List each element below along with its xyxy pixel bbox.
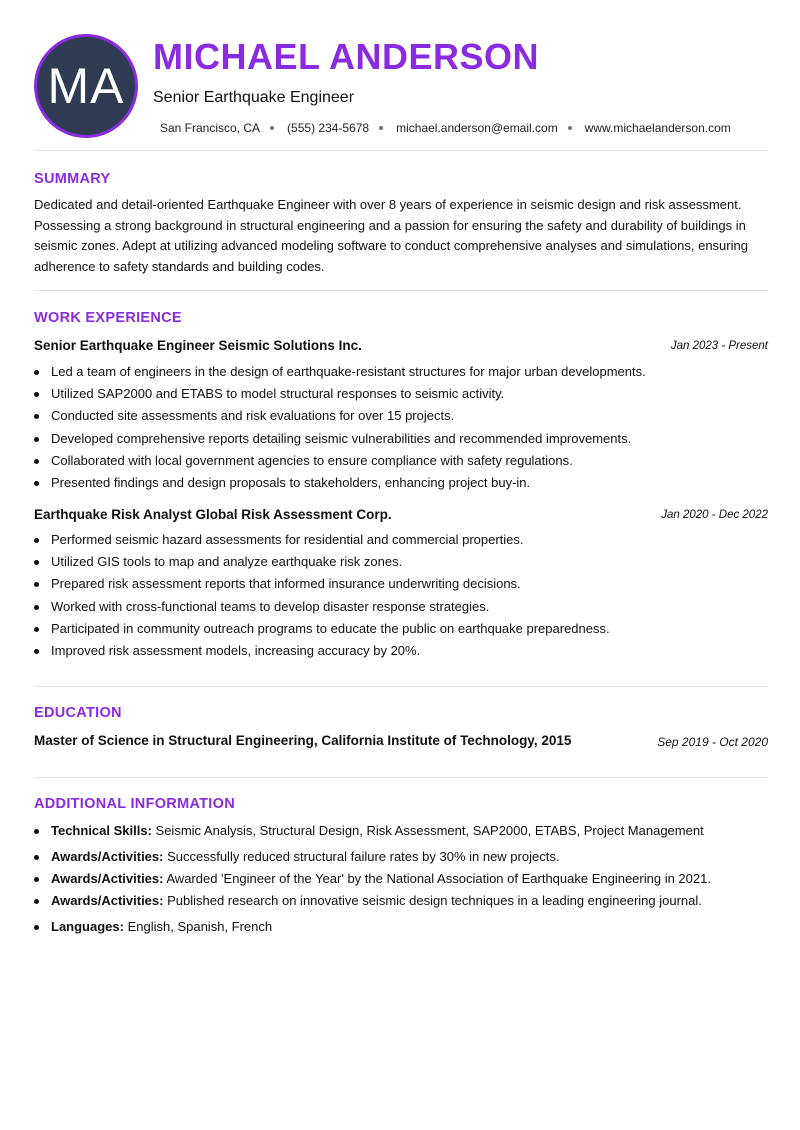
info-label: Technical Skills:	[51, 823, 152, 838]
candidate-name: MICHAEL ANDERSON	[153, 36, 540, 77]
section-heading-summary: SUMMARY	[34, 171, 111, 187]
list-item	[51, 890, 768, 912]
list-item: Participated in community outreach programs to educate the public on earthquake preparedness.	[51, 618, 768, 640]
job-dates: Jan 2020 - Dec 2022	[661, 509, 768, 521]
bullet-separator-icon	[379, 126, 383, 130]
divider	[34, 150, 768, 151]
list-item	[51, 916, 768, 938]
list-item	[51, 820, 768, 842]
contact-line	[160, 121, 731, 135]
job-role: Senior Earthquake Engineer Seismic Solutions Inc.	[34, 338, 362, 353]
contact-email[interactable]: michael.anderson@email.com	[396, 121, 558, 135]
contact-location: San Francisco, CA	[160, 121, 261, 135]
bullet-separator-icon	[568, 126, 572, 130]
divider	[34, 777, 768, 778]
info-label: Awards/Activities:	[51, 849, 164, 864]
additional-info-list	[51, 820, 768, 938]
job-header	[34, 338, 768, 356]
list-item: Utilized SAP2000 and ETABS to model structural responses to seismic activity.	[51, 383, 768, 405]
education-entry	[34, 733, 768, 751]
info-value: Seismic Analysis, Structural Design, Risk Assessment, SAP2000, ETABS, Project Management	[151, 823, 704, 838]
list-item: Improved risk assessment models, increasing accuracy by 20%.	[51, 640, 768, 662]
job-role: Earthquake Risk Analyst Global Risk Assessment Corp.	[34, 507, 392, 522]
info-value: Awarded 'Engineer of the Year' by the National Association of Earthquake Engineering in 2021.	[163, 871, 711, 886]
section-heading-experience: WORK EXPERIENCE	[34, 310, 182, 326]
list-item: Presented findings and design proposals to stakeholders, enhancing project buy-in.	[51, 472, 768, 494]
info-label: Languages:	[51, 919, 124, 934]
contact-website[interactable]: www.michaelanderson.com	[584, 121, 731, 135]
list-item: Developed comprehensive reports detailing seismic vulnerabilities and recommended improvements.	[51, 428, 768, 450]
divider	[34, 686, 768, 687]
list-item: Conducted site assessments and risk evaluations for over 15 projects.	[51, 405, 768, 427]
job-bullets	[51, 361, 768, 494]
list-item: Worked with cross-functional teams to develop disaster response strategies.	[51, 596, 768, 618]
avatar-initials: MA	[47, 58, 125, 114]
summary-text: Dedicated and detail-oriented Earthquake Engineer with over 8 years of experience in seismic design and risk assessment. Possessing a strong background in structural engineering and a passion for ensuring the safety and durability of buildings in seismic zones. Adept at utilizing advanced modeling software to conduct comprehensive analyses and simulations, ensuring adherence to safety standards and building codes.	[34, 197, 748, 274]
list-item: Performed seismic hazard assessments for residential and commercial properties.	[51, 529, 768, 551]
divider	[34, 290, 768, 291]
education-dates: Sep 2019 - Oct 2020	[657, 735, 768, 749]
list-item: Utilized GIS tools to map and analyze earthquake risk zones.	[51, 551, 768, 573]
job-header	[34, 507, 768, 525]
candidate-title: Senior Earthquake Engineer	[153, 89, 355, 106]
info-value: English, Spanish, French	[123, 919, 273, 934]
list-item	[51, 868, 768, 890]
section-heading-education: EDUCATION	[34, 705, 122, 721]
list-item: Led a team of engineers in the design of earthquake-resistant structures for major urban developments.	[51, 361, 768, 383]
avatar	[34, 34, 138, 138]
list-item	[51, 846, 768, 868]
info-label: Awards/Activities:	[51, 893, 164, 908]
education-degree: Master of Science in Structural Engineering, California Institute of Technology, 2015	[34, 733, 572, 748]
resume-header	[34, 34, 768, 138]
contact-phone: (555) 234-5678	[287, 121, 370, 135]
info-value: Successfully reduced structural failure rates by 30% in new projects.	[163, 849, 560, 864]
info-label: Awards/Activities:	[51, 871, 164, 886]
job-dates: Jan 2023 - Present	[670, 340, 768, 352]
list-item: Prepared risk assessment reports that informed insurance underwriting decisions.	[51, 573, 768, 595]
job-bullets	[51, 529, 768, 662]
info-value: Published research on innovative seismic design techniques in a leading engineering journal.	[163, 893, 702, 908]
bullet-separator-icon	[270, 126, 274, 130]
list-item: Collaborated with local government agencies to ensure compliance with safety regulations.	[51, 450, 768, 472]
section-heading-additional: ADDITIONAL INFORMATION	[34, 796, 235, 812]
